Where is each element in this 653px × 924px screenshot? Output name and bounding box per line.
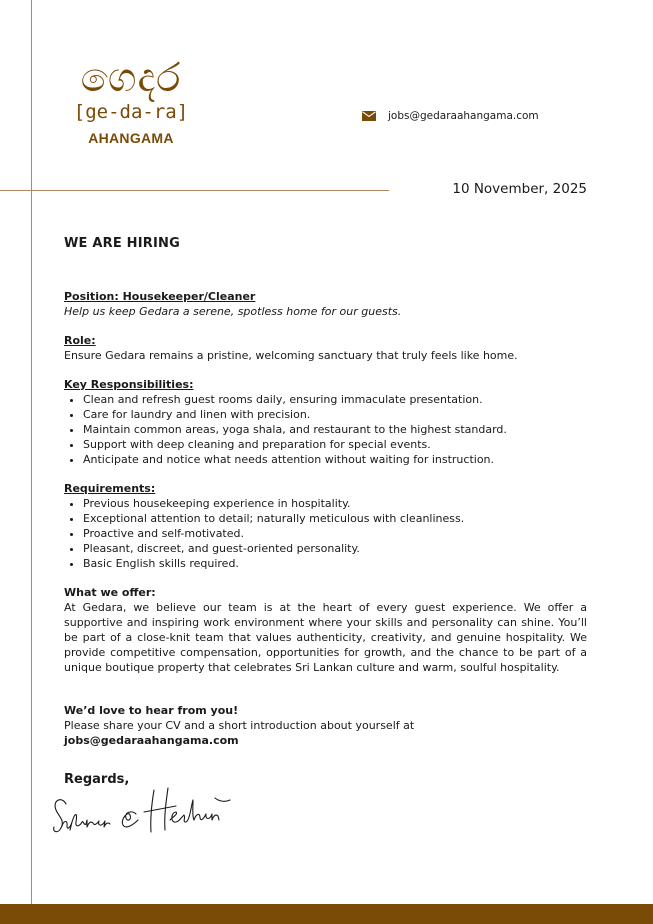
list-item: • Previous housekeeping experience in hospitality. xyxy=(83,496,587,511)
apply-paragraph xyxy=(64,718,587,748)
requirements-list xyxy=(64,496,587,571)
list-item: • Support with deep cleaning and preparation for special events. xyxy=(83,437,587,452)
gedara-logo xyxy=(66,56,196,148)
list-item: • Proactive and self-motivated. xyxy=(83,526,587,541)
requirements-title: Requirements: xyxy=(64,482,156,495)
offer-title: What we offer: xyxy=(64,586,156,599)
list-item: • Basic English skills required. xyxy=(83,556,587,571)
letter-date: 10 November, 2025 xyxy=(452,181,587,197)
list-item: • Maintain common areas, yoga shala, and restaurant to the highest standard. xyxy=(83,422,587,437)
list-item: • Clean and refresh guest rooms daily, ensuring immaculate presentation. xyxy=(83,392,587,407)
logo-phonetic-text: [ge-da-ra] xyxy=(73,101,189,123)
list-item: • Anticipate and notice what needs attention without waiting for instruction. xyxy=(83,452,587,467)
position-tagline: Help us keep Gedara a serene, spotless home for our guests. xyxy=(64,305,402,318)
footer-bar xyxy=(0,904,653,924)
left-vertical-rule xyxy=(31,0,32,904)
position-title: Position: Housekeeper/Cleaner xyxy=(64,290,256,303)
envelope-icon xyxy=(362,111,376,121)
signature xyxy=(50,782,240,842)
responsibilities-list xyxy=(64,392,587,467)
list-item: • Pleasant, discreet, and guest-oriented personality. xyxy=(83,541,587,556)
header-email[interactable] xyxy=(362,110,539,122)
hear-title: We’d love to hear from you! xyxy=(64,704,239,717)
role-text: Ensure Gedara remains a pristine, welcoming sanctuary that truly feels like home. xyxy=(64,349,518,362)
list-item: • Care for laundry and linen with precision. xyxy=(83,407,587,422)
offer-text: At Gedara, we believe our team is at the heart of every guest experience. We offer a supportive and inspiring work environment where your skills and personality can shine. You’ll be part of a close-knit team that values authenticity, creativity, and genuine hospitality. We provide competitive compensation, opportunities for growth, and the chance to be part of a unique boutique property that celebrates Sri Lankan culture and warm, soulful hospitality. xyxy=(64,601,587,674)
logo-place-text: AHANGAMA xyxy=(88,130,174,146)
responsibilities-title: Key Responsibilities: xyxy=(64,378,194,391)
header-email-text[interactable]: jobs@gedaraahangama.com xyxy=(388,110,539,122)
list-item: • Exceptional attention to detail; naturally meticulous with cleanliness. xyxy=(83,511,587,526)
regards-text: Regards, xyxy=(64,772,130,787)
apply-email[interactable]: jobs@gedaraahangama.com xyxy=(64,734,239,747)
apply-text: Please share your CV and a short introduction about yourself at xyxy=(64,719,415,732)
header-horizontal-rule xyxy=(0,190,389,191)
logo-sinhala-text: ගෙදර xyxy=(80,55,182,101)
letter-body xyxy=(64,236,587,748)
hiring-heading: WE ARE HIRING xyxy=(64,236,180,251)
role-title: Role: xyxy=(64,334,96,347)
